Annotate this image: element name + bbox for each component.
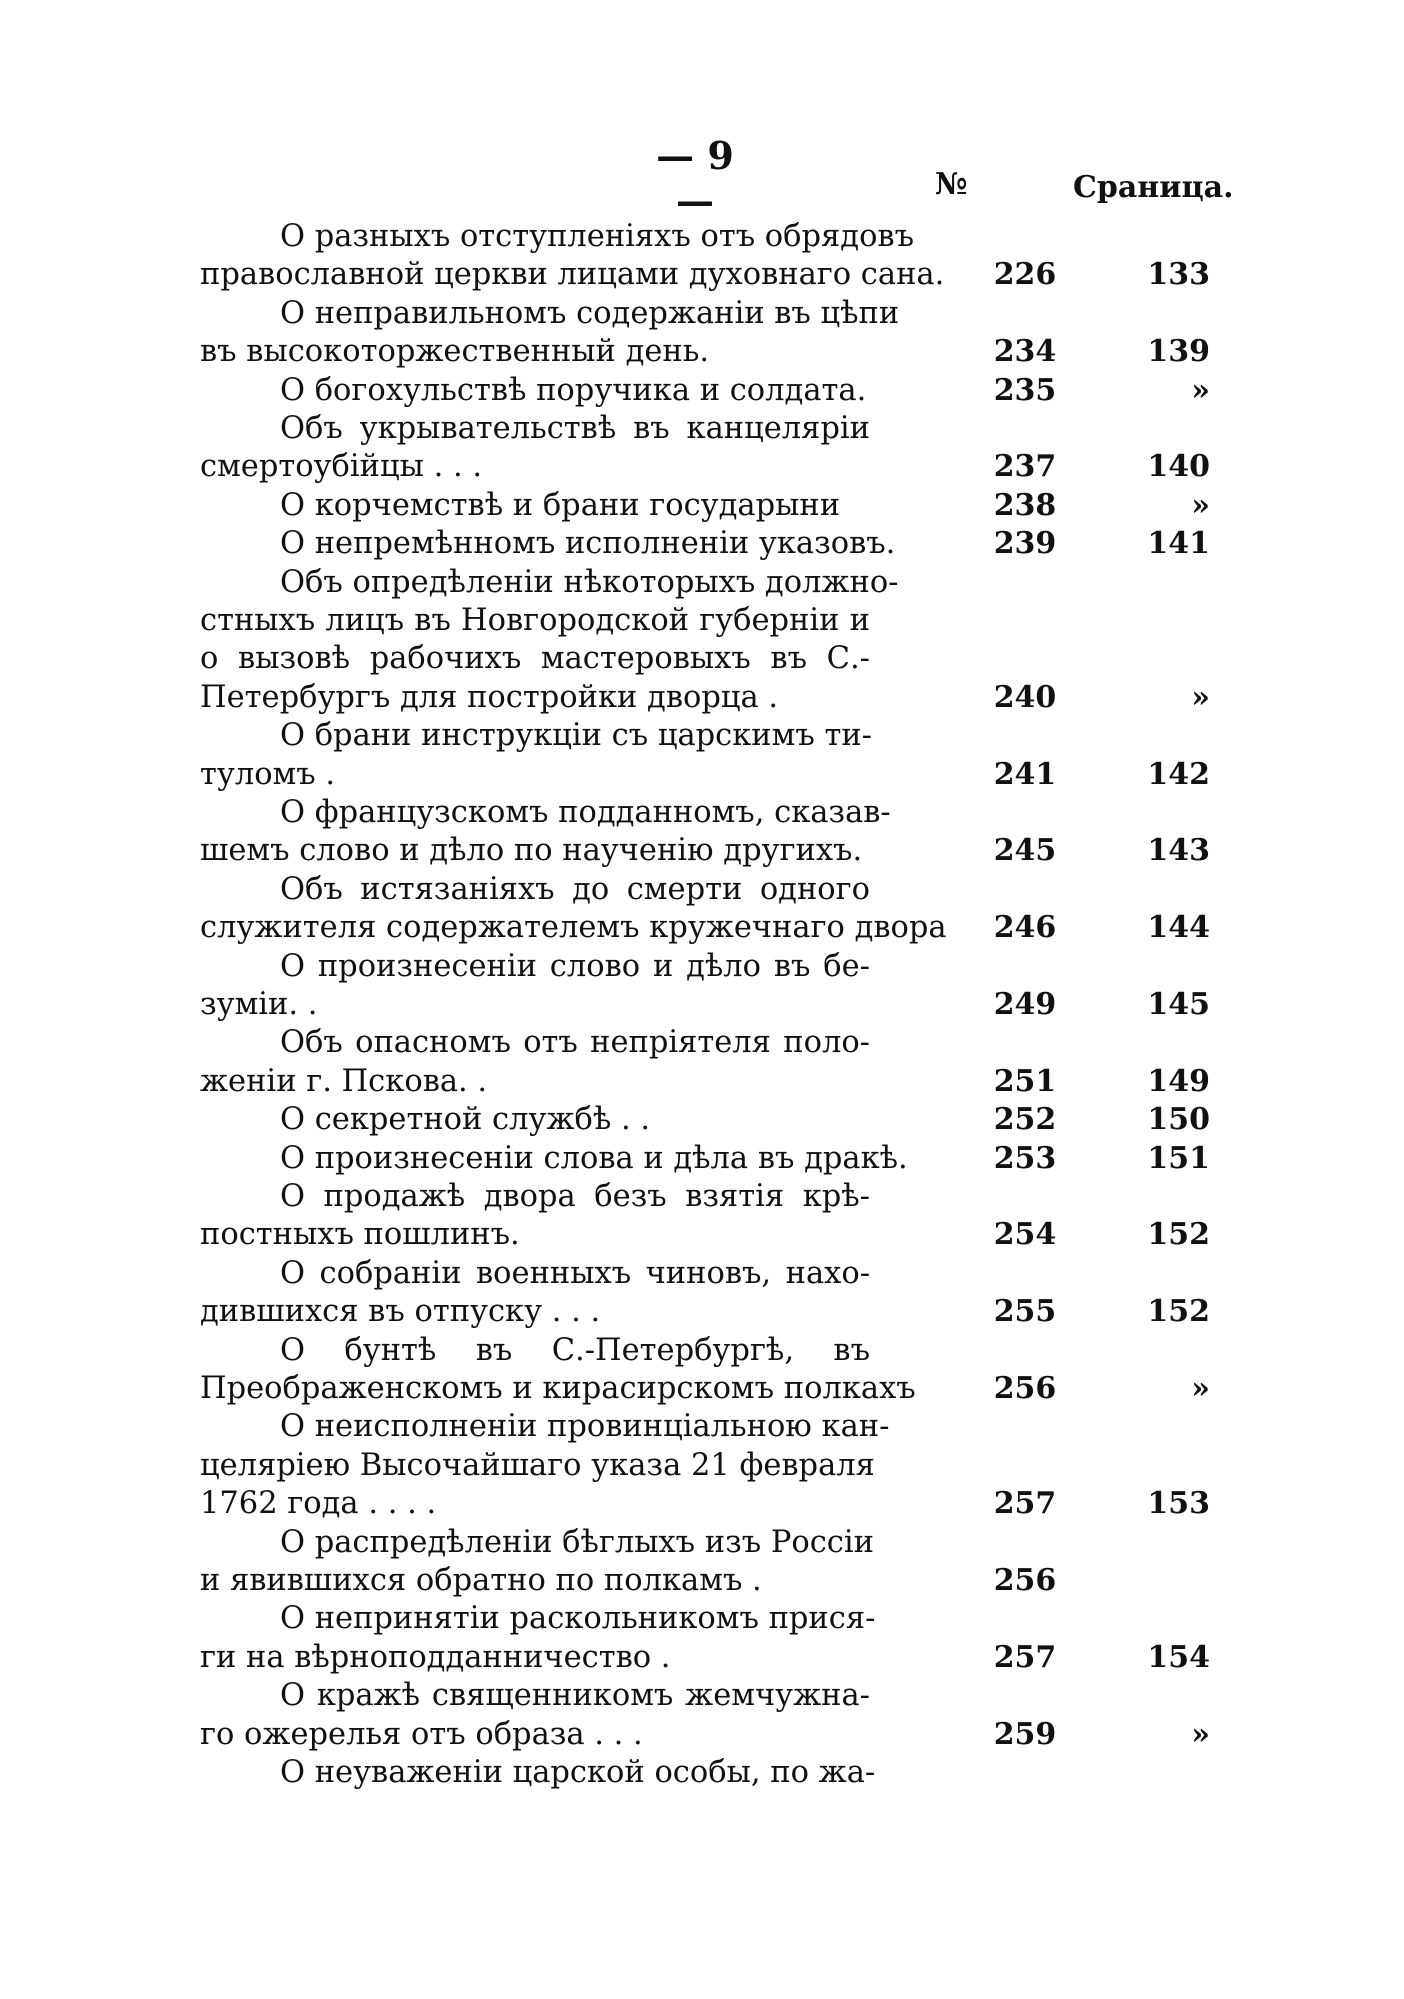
entry-line bbox=[200, 986, 1210, 1024]
entry-number: 254 bbox=[993, 1217, 1057, 1253]
entry-text: О кражѣ священникомъ жемчужна- bbox=[280, 1678, 870, 1714]
entry-text: Петербургъ для постройки дворца . bbox=[200, 679, 779, 715]
index-entry bbox=[200, 1178, 1210, 1255]
entry-line bbox=[200, 256, 1210, 294]
entry-line bbox=[200, 1178, 1210, 1216]
entry-line bbox=[200, 1562, 1210, 1600]
entry-line bbox=[200, 1447, 1210, 1485]
entry-line bbox=[200, 487, 1210, 525]
entry-page: 150 bbox=[1147, 1102, 1210, 1138]
entry-line bbox=[200, 1024, 1210, 1062]
entry-text: шемъ слово и дѣло по наученію другихъ. bbox=[200, 833, 863, 869]
entry-line bbox=[200, 218, 1210, 256]
entry-page: » bbox=[1191, 1716, 1210, 1752]
entry-page: » bbox=[1191, 1370, 1210, 1406]
entry-page: 152 bbox=[1147, 1217, 1210, 1253]
entry-number: 234 bbox=[993, 334, 1057, 370]
entry-line bbox=[200, 448, 1210, 486]
entry-line bbox=[200, 794, 1210, 832]
index-entry bbox=[200, 1255, 1210, 1332]
entry-text: 1762 года . . . . bbox=[200, 1486, 437, 1522]
column-header-page: Сраница. bbox=[1073, 170, 1234, 205]
entry-line bbox=[200, 1370, 1210, 1408]
page-number: — 9 — bbox=[656, 133, 734, 223]
entry-line bbox=[200, 410, 1210, 448]
index-entry bbox=[200, 1524, 1210, 1601]
entry-number: 252 bbox=[993, 1102, 1057, 1138]
entry-text: Объ опредѣленіи нѣкоторыхъ должно- bbox=[280, 564, 899, 600]
index-entry bbox=[200, 1140, 1210, 1178]
entry-line bbox=[200, 948, 1210, 986]
entry-number: 246 bbox=[993, 910, 1057, 946]
entry-line bbox=[200, 1408, 1210, 1446]
index-entry bbox=[200, 948, 1210, 1025]
index-entry bbox=[200, 1408, 1210, 1523]
entry-text: О непринятіи раскольникомъ прися- bbox=[280, 1601, 876, 1637]
entry-text: О неуваженіи царской особы, по жа- bbox=[280, 1755, 876, 1790]
entry-number: 238 bbox=[993, 487, 1057, 523]
entry-page: 144 bbox=[1147, 910, 1210, 946]
entry-line bbox=[200, 1716, 1210, 1754]
entry-number: 241 bbox=[993, 756, 1057, 792]
entry-line bbox=[200, 1677, 1210, 1715]
entry-number: 259 bbox=[993, 1716, 1057, 1752]
index-entry bbox=[200, 372, 1210, 410]
entry-text: туломъ . bbox=[200, 756, 336, 792]
index-entry bbox=[200, 1754, 1210, 1792]
entry-line bbox=[200, 602, 1210, 640]
entry-page: 149 bbox=[1147, 1063, 1210, 1099]
entry-page: » bbox=[1191, 487, 1210, 523]
entry-text: О разныхъ отступленіяхъ отъ обрядовъ bbox=[280, 219, 915, 254]
index-entry bbox=[200, 1677, 1210, 1754]
entry-page: 153 bbox=[1147, 1486, 1210, 1522]
index-entry bbox=[200, 295, 1210, 372]
entry-line bbox=[200, 295, 1210, 333]
entry-text: О собраніи военныхъ чиновъ, нахо- bbox=[280, 1255, 870, 1291]
entry-line bbox=[200, 756, 1210, 794]
entry-number: 257 bbox=[993, 1486, 1057, 1522]
entry-number: 249 bbox=[993, 986, 1057, 1022]
entry-text: женіи г. Пскова. . bbox=[200, 1063, 488, 1099]
entry-number: 245 bbox=[993, 833, 1057, 869]
entry-number: 226 bbox=[993, 257, 1057, 293]
entry-number: 255 bbox=[993, 1294, 1057, 1330]
column-header-number: № bbox=[935, 167, 968, 202]
entry-text: О неисполненіи провинціальною кан- bbox=[280, 1409, 890, 1445]
entry-page: 141 bbox=[1147, 526, 1210, 562]
entry-line bbox=[200, 1485, 1210, 1523]
entry-line bbox=[200, 909, 1210, 947]
entry-page: 154 bbox=[1147, 1639, 1210, 1675]
entry-line bbox=[200, 372, 1210, 410]
entry-text: стныхъ лицъ въ Новгородской губерніи и bbox=[200, 602, 870, 638]
entry-text: О секретной службѣ . . bbox=[280, 1102, 651, 1138]
entry-line bbox=[200, 525, 1210, 563]
entry-text: православной церкви лицами духовнаго сана. bbox=[200, 257, 945, 293]
index-entry bbox=[200, 1332, 1210, 1409]
entry-text: о вызовѣ рабочихъ мастеровыхъ въ С.- bbox=[200, 641, 870, 677]
entry-text: смертоубійцы . . . bbox=[200, 449, 483, 485]
entry-text: О произнесеніи слово и дѣло въ бе- bbox=[280, 948, 870, 984]
entry-line bbox=[200, 679, 1210, 717]
entry-line bbox=[200, 1332, 1210, 1370]
entry-text: дившихся въ отпуску . . . bbox=[200, 1294, 601, 1330]
entry-number: 256 bbox=[993, 1370, 1057, 1406]
entry-line bbox=[200, 1140, 1210, 1178]
entry-page: 139 bbox=[1147, 334, 1210, 370]
entry-line bbox=[200, 1255, 1210, 1293]
index-entry bbox=[200, 1101, 1210, 1139]
entry-line bbox=[200, 871, 1210, 909]
entry-text: О продажѣ двора безъ взятія крѣ- bbox=[280, 1179, 870, 1214]
entry-number: 240 bbox=[993, 679, 1057, 715]
entry-page: 142 bbox=[1147, 756, 1210, 792]
entry-line bbox=[200, 640, 1210, 678]
entry-page: 145 bbox=[1147, 986, 1210, 1022]
entry-line bbox=[200, 1216, 1210, 1254]
entry-line bbox=[200, 717, 1210, 755]
entry-line bbox=[200, 1639, 1210, 1677]
entry-line bbox=[200, 1293, 1210, 1331]
index-entry bbox=[200, 410, 1210, 487]
entry-text: О непремѣнномъ исполненіи указовъ. bbox=[280, 526, 896, 562]
entry-page: 140 bbox=[1147, 449, 1210, 485]
index-entry bbox=[200, 794, 1210, 871]
entry-page: » bbox=[1191, 372, 1210, 408]
entry-text: О брани инструкціи съ царскимъ ти- bbox=[280, 718, 872, 754]
entry-line bbox=[200, 1754, 1210, 1792]
entry-text: О французскомъ подданномъ, сказав- bbox=[280, 795, 891, 830]
entry-text: въ высокоторжественный день. bbox=[200, 334, 710, 370]
entry-line bbox=[200, 832, 1210, 870]
entry-number: 251 bbox=[993, 1063, 1057, 1099]
entry-number: 237 bbox=[993, 449, 1057, 485]
entry-number: 235 bbox=[993, 372, 1057, 408]
index-entry bbox=[200, 1024, 1210, 1101]
entry-text: зуміи. . bbox=[200, 986, 318, 1022]
index-entry bbox=[200, 871, 1210, 948]
entry-number: 256 bbox=[993, 1562, 1057, 1598]
entry-text: О произнесеніи слова и дѣла въ дракѣ. bbox=[280, 1140, 908, 1176]
entry-line bbox=[200, 333, 1210, 371]
entry-text: Объ укрывательствѣ въ канцеляріи bbox=[280, 411, 870, 446]
entry-text: целяріею Высочайшаго указа 21 февраля bbox=[200, 1447, 875, 1483]
entry-text: О бунтѣ въ С.-Петербургѣ, въ bbox=[280, 1332, 870, 1368]
index-entry bbox=[200, 525, 1210, 563]
entry-text: служителя содержателемъ кружечнаго двора bbox=[200, 910, 947, 946]
entry-text: О неправильномъ содержаніи въ цѣпи bbox=[280, 295, 900, 331]
entry-text: Объ опасномъ отъ непріятеля поло- bbox=[280, 1025, 870, 1061]
entry-text: О корчемствѣ и брани государыни bbox=[280, 487, 841, 523]
entry-line bbox=[200, 1600, 1210, 1638]
entry-number: 257 bbox=[993, 1639, 1057, 1675]
index-entry bbox=[200, 564, 1210, 718]
entry-line bbox=[200, 1524, 1210, 1562]
index-entry bbox=[200, 717, 1210, 794]
entry-text: и явившихся обратно по полкамъ . bbox=[200, 1562, 762, 1598]
entry-text: О распредѣленіи бѣглыхъ изъ Россіи bbox=[280, 1524, 874, 1560]
entry-page: 152 bbox=[1147, 1294, 1210, 1330]
entry-text: Преображенскомъ и кирасирскомъ полкахъ bbox=[200, 1370, 916, 1406]
entry-text: постныхъ пошлинъ. bbox=[200, 1217, 520, 1253]
entry-page: 133 bbox=[1147, 257, 1210, 293]
entry-page: 143 bbox=[1147, 833, 1210, 869]
entry-text: Объ истязаніяхъ до смерти одного bbox=[280, 871, 870, 907]
entry-text: ги на вѣрноподданничество . bbox=[200, 1639, 671, 1675]
entry-page: » bbox=[1191, 679, 1210, 715]
entry-number: 239 bbox=[993, 526, 1057, 562]
entry-page: 151 bbox=[1147, 1140, 1210, 1176]
index-entry bbox=[200, 218, 1210, 295]
entry-line bbox=[200, 1063, 1210, 1101]
entry-text: О богохульствѣ поручика и солдата. bbox=[280, 372, 867, 408]
entry-number: 253 bbox=[993, 1140, 1057, 1176]
entry-line bbox=[200, 564, 1210, 602]
entry-line bbox=[200, 1101, 1210, 1139]
index-entry bbox=[200, 1600, 1210, 1677]
index-entry bbox=[200, 487, 1210, 525]
entry-text: го ожерелья отъ образа . . . bbox=[200, 1716, 643, 1752]
